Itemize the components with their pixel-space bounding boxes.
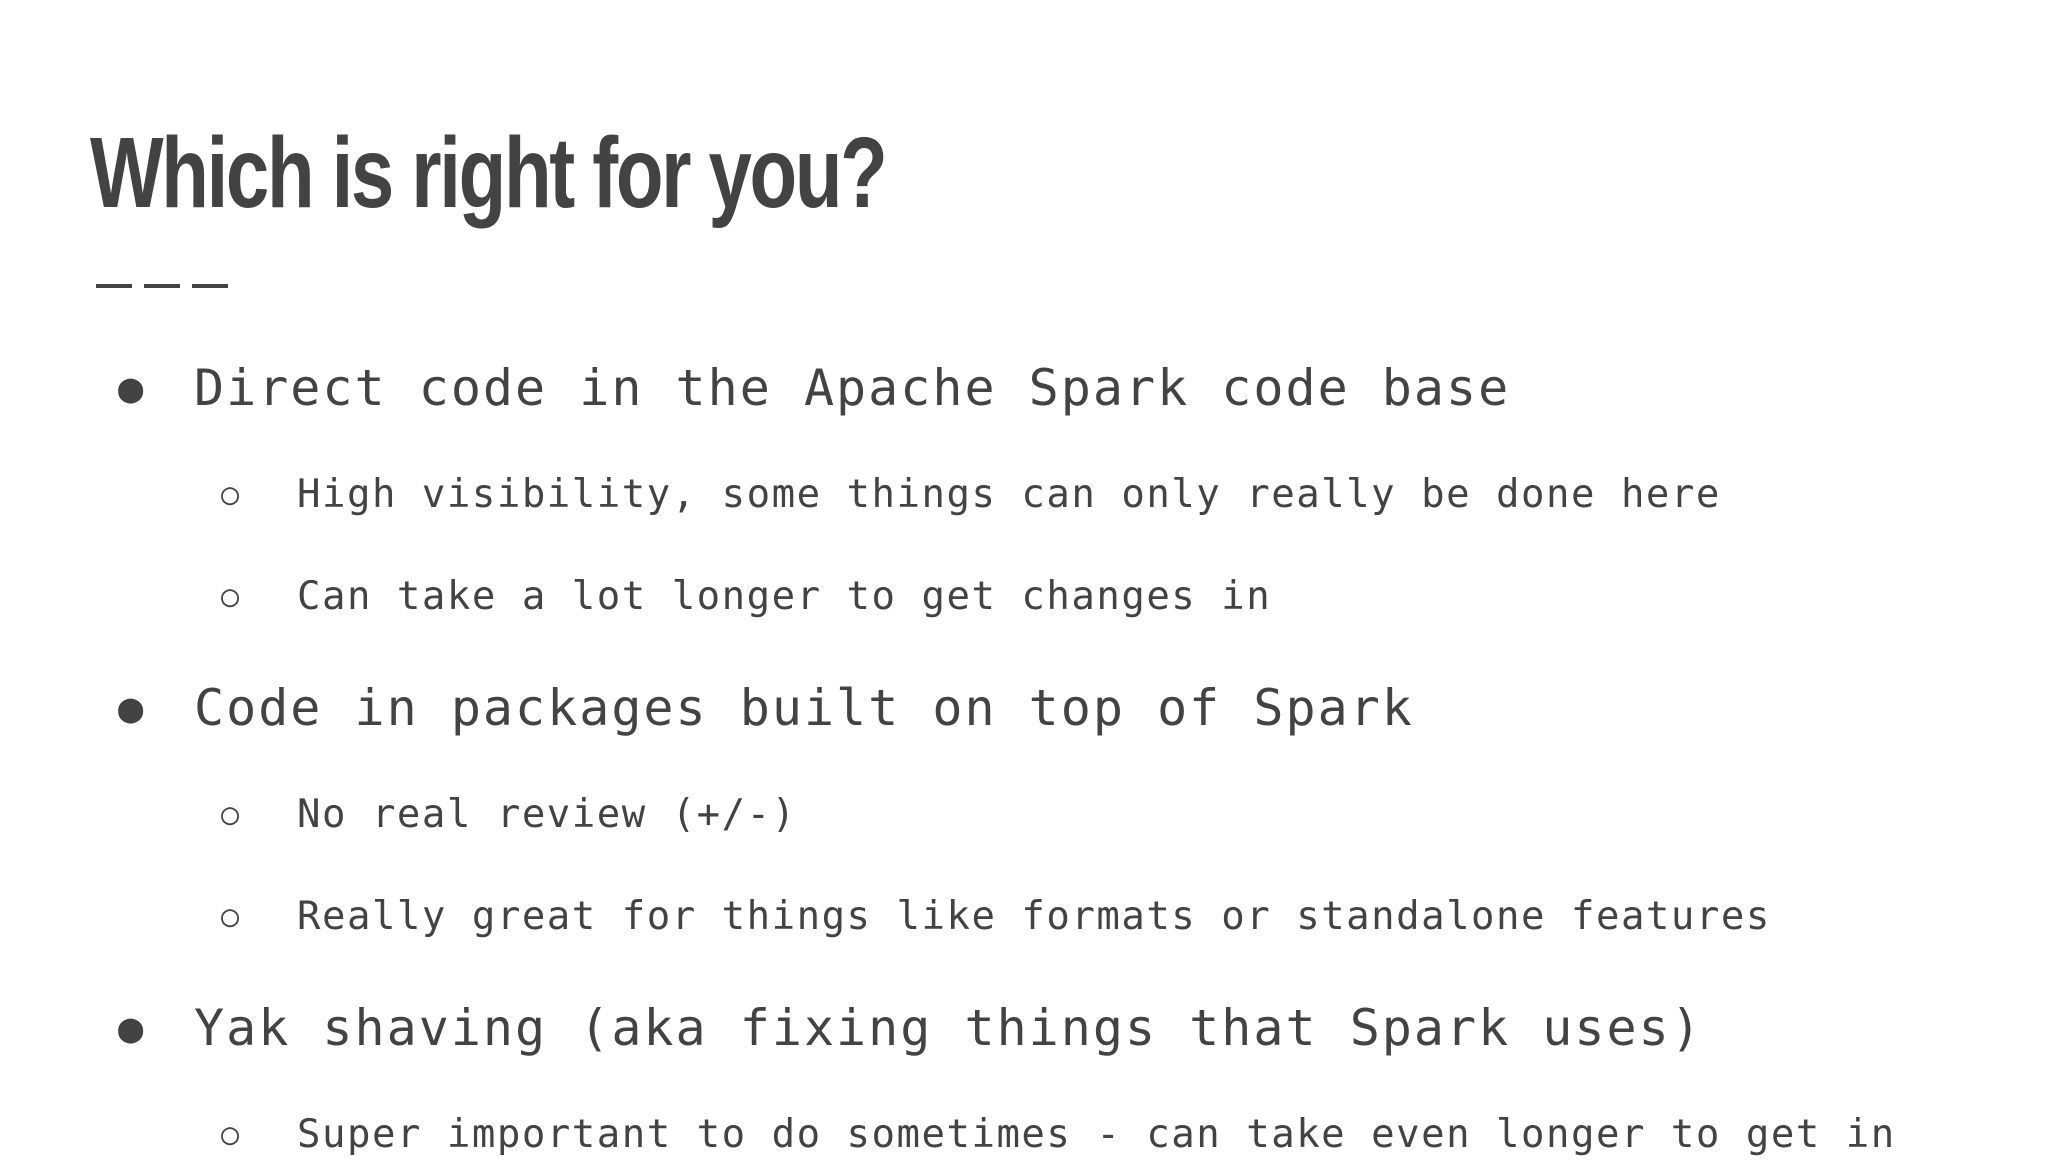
bullet-text: High visibility, some things can only really be done here (297, 472, 1721, 517)
bullet-text: Direct code in the Apache Spark code base (194, 359, 1511, 417)
sub-bullet-item (221, 892, 1771, 942)
bullet-text: Really great for things like formats or standalone features (297, 894, 1771, 939)
filled-bullet-icon: ● (118, 363, 146, 412)
hollow-bullet-icon: ○ (221, 797, 241, 832)
hollow-bullet-icon: ○ (221, 899, 241, 934)
bullet-text: No real review (+/-) (297, 792, 797, 837)
bullet-item (118, 678, 1414, 738)
bullet-text: Code in packages built on top of Spark (194, 679, 1414, 737)
filled-bullet-icon: ● (118, 683, 146, 732)
bullet-text: Super important to do sometimes - can take even longer to get in (297, 1112, 1896, 1157)
bullet-item (118, 358, 1511, 418)
bullet-text: Yak shaving (aka fixing things that Spark uses) (194, 999, 1703, 1057)
sub-bullet-item (221, 470, 1721, 520)
hollow-bullet-icon: ○ (221, 477, 241, 512)
bullet-item (118, 998, 1703, 1058)
sub-bullet-item (221, 1110, 1896, 1160)
sub-bullet-item (221, 790, 797, 840)
bullet-text: Can take a lot longer to get changes in (297, 574, 1272, 619)
hollow-bullet-icon: ○ (221, 579, 241, 614)
filled-bullet-icon: ● (118, 1003, 146, 1052)
sub-bullet-item (221, 572, 1272, 622)
slide-title: Which is right for you? (90, 117, 886, 229)
hollow-bullet-icon: ○ (221, 1117, 241, 1152)
